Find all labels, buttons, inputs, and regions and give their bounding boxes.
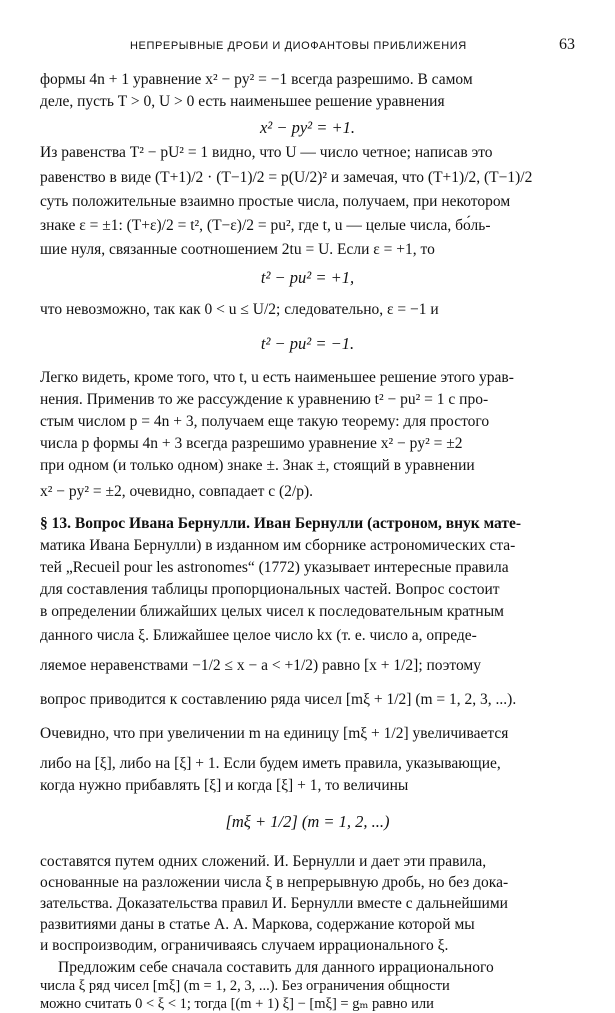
display-equation: x² − py² = +1. (259, 118, 356, 137)
text-line: формы 4n + 1 уравнение x² − py² = −1 всегда разрешимо. В самом (40, 71, 473, 88)
display-equation: [mξ + 1/2] (m = 1, 2, ...) (225, 812, 390, 831)
display-equation: t² − pu² = +1, (260, 268, 355, 287)
text-line: Предложим себе сначала составить для данного иррационального (58, 959, 494, 976)
text-line: в определении ближайших целых чисел к последовательным кратным (40, 603, 504, 620)
text-line: основанные на разложении числа ξ в непрерывную дробь, но без дока- (40, 874, 509, 891)
section-heading-line: § 13. Вопрос Ивана Бернулли. Иван Бернулли (астроном, внук мате- (40, 515, 522, 532)
text-line: Из равенства T² − pU² = 1 видно, что U — число четное; написав это (40, 144, 493, 161)
text-line: равенство в виде (T+1)/2 · (T−1)/2 = p(U/2)² и замечая, что (T+1)/2, (T−1)/2 (40, 169, 533, 186)
text-line: либо на [ξ], либо на [ξ] + 1. Если будем иметь правила, указывающие, (40, 755, 501, 772)
text-line: x² − py² = ±2, очевидно, совпадает с (2/p). (40, 483, 314, 500)
page-number: 63 (559, 36, 575, 53)
text-line: данного числа ξ. Ближайшее целое число kx (т. е. число a, опреде- (40, 627, 477, 644)
text-line: числа p формы 4n + 3 всегда разрешимо уравнение x² − py² = ±2 (40, 435, 463, 452)
text-line: суть положительные взаимно простые числа, получаем, при некотором (40, 193, 511, 210)
text-line: можно считать 0 < ξ < 1; тогда [(m + 1) ξ] − [mξ] = gₘ равно или (40, 996, 434, 1012)
text-line: ляемое неравенствами −1/2 ≤ x − a < +1/2) равно [x + 1/2]; поэтому (40, 657, 481, 674)
text-line: стым числом p = 4n + 3, получаем еще такую теорему: для простого (40, 413, 490, 430)
text-line: что невозможно, так как 0 < u ≤ U/2; следовательно, ε = −1 и (40, 301, 439, 318)
text-line: когда нужно прибавлять [ξ] и когда [ξ] + 1, то величины (40, 777, 409, 794)
text-line: Легко видеть, кроме того, что t, u есть наименьшее решение этого урав- (40, 369, 514, 386)
text-line: вопрос приводится к составлению ряда чисел [mξ + 1/2] (m = 1, 2, 3, ...). (40, 691, 517, 708)
text-line: при одном (и только одном) знаке ±. Знак ±, стоящий в уравнении (40, 457, 475, 474)
display-equation: t² − pu² = −1. (260, 334, 355, 353)
text-line: матика Ивана Бернулли) в изданном им сборнике астрономических ста- (40, 537, 516, 554)
text-line: составятся путем одних сложений. И. Бернулли и дает эти правила, (40, 853, 487, 870)
text-line: тей „Recueil pour les astronomes“ (1772) указывает интересные правила (40, 559, 509, 576)
running-title: НЕПРЕРЫВНЫЕ ДРОБИ И ДИОФАНТОВЫ ПРИБЛИЖЕНИЯ (130, 40, 467, 52)
text-line: зательства. Доказательства правил И. Бернулли вместе с дальнейшими (40, 895, 508, 912)
text-line: нения. Применив то же рассуждение к уравнению t² − pu² = 1 с про- (40, 391, 489, 408)
text-line: деле, пусть T > 0, U > 0 есть наименьшее решение уравнения (40, 93, 445, 110)
text-line: Очевидно, что при увеличении m на единицу [mξ + 1/2] увеличивается (40, 725, 509, 742)
text-line: знаке ε = ±1: (T+ε)/2 = t², (T−ε)/2 = pu², где t, u — целые числа, бо́ль- (40, 217, 491, 234)
text-line: числа ξ ряд чисел [mξ] (m = 1, 2, 3, ...). Без ограничения общности (40, 978, 450, 994)
text-line: развитиями даны в статье А. А. Маркова, содержание которой мы (40, 916, 475, 933)
running-header (40, 38, 575, 58)
text-line: и воспроизводим, ограничиваясь случаем иррационального ξ. (40, 937, 449, 954)
text-line: для составления таблицы пропорциональных частей. Вопрос состоит (40, 581, 500, 598)
text-line: шие нуля, связанные соотношением 2tu = U. Если ε = +1, то (40, 241, 435, 258)
